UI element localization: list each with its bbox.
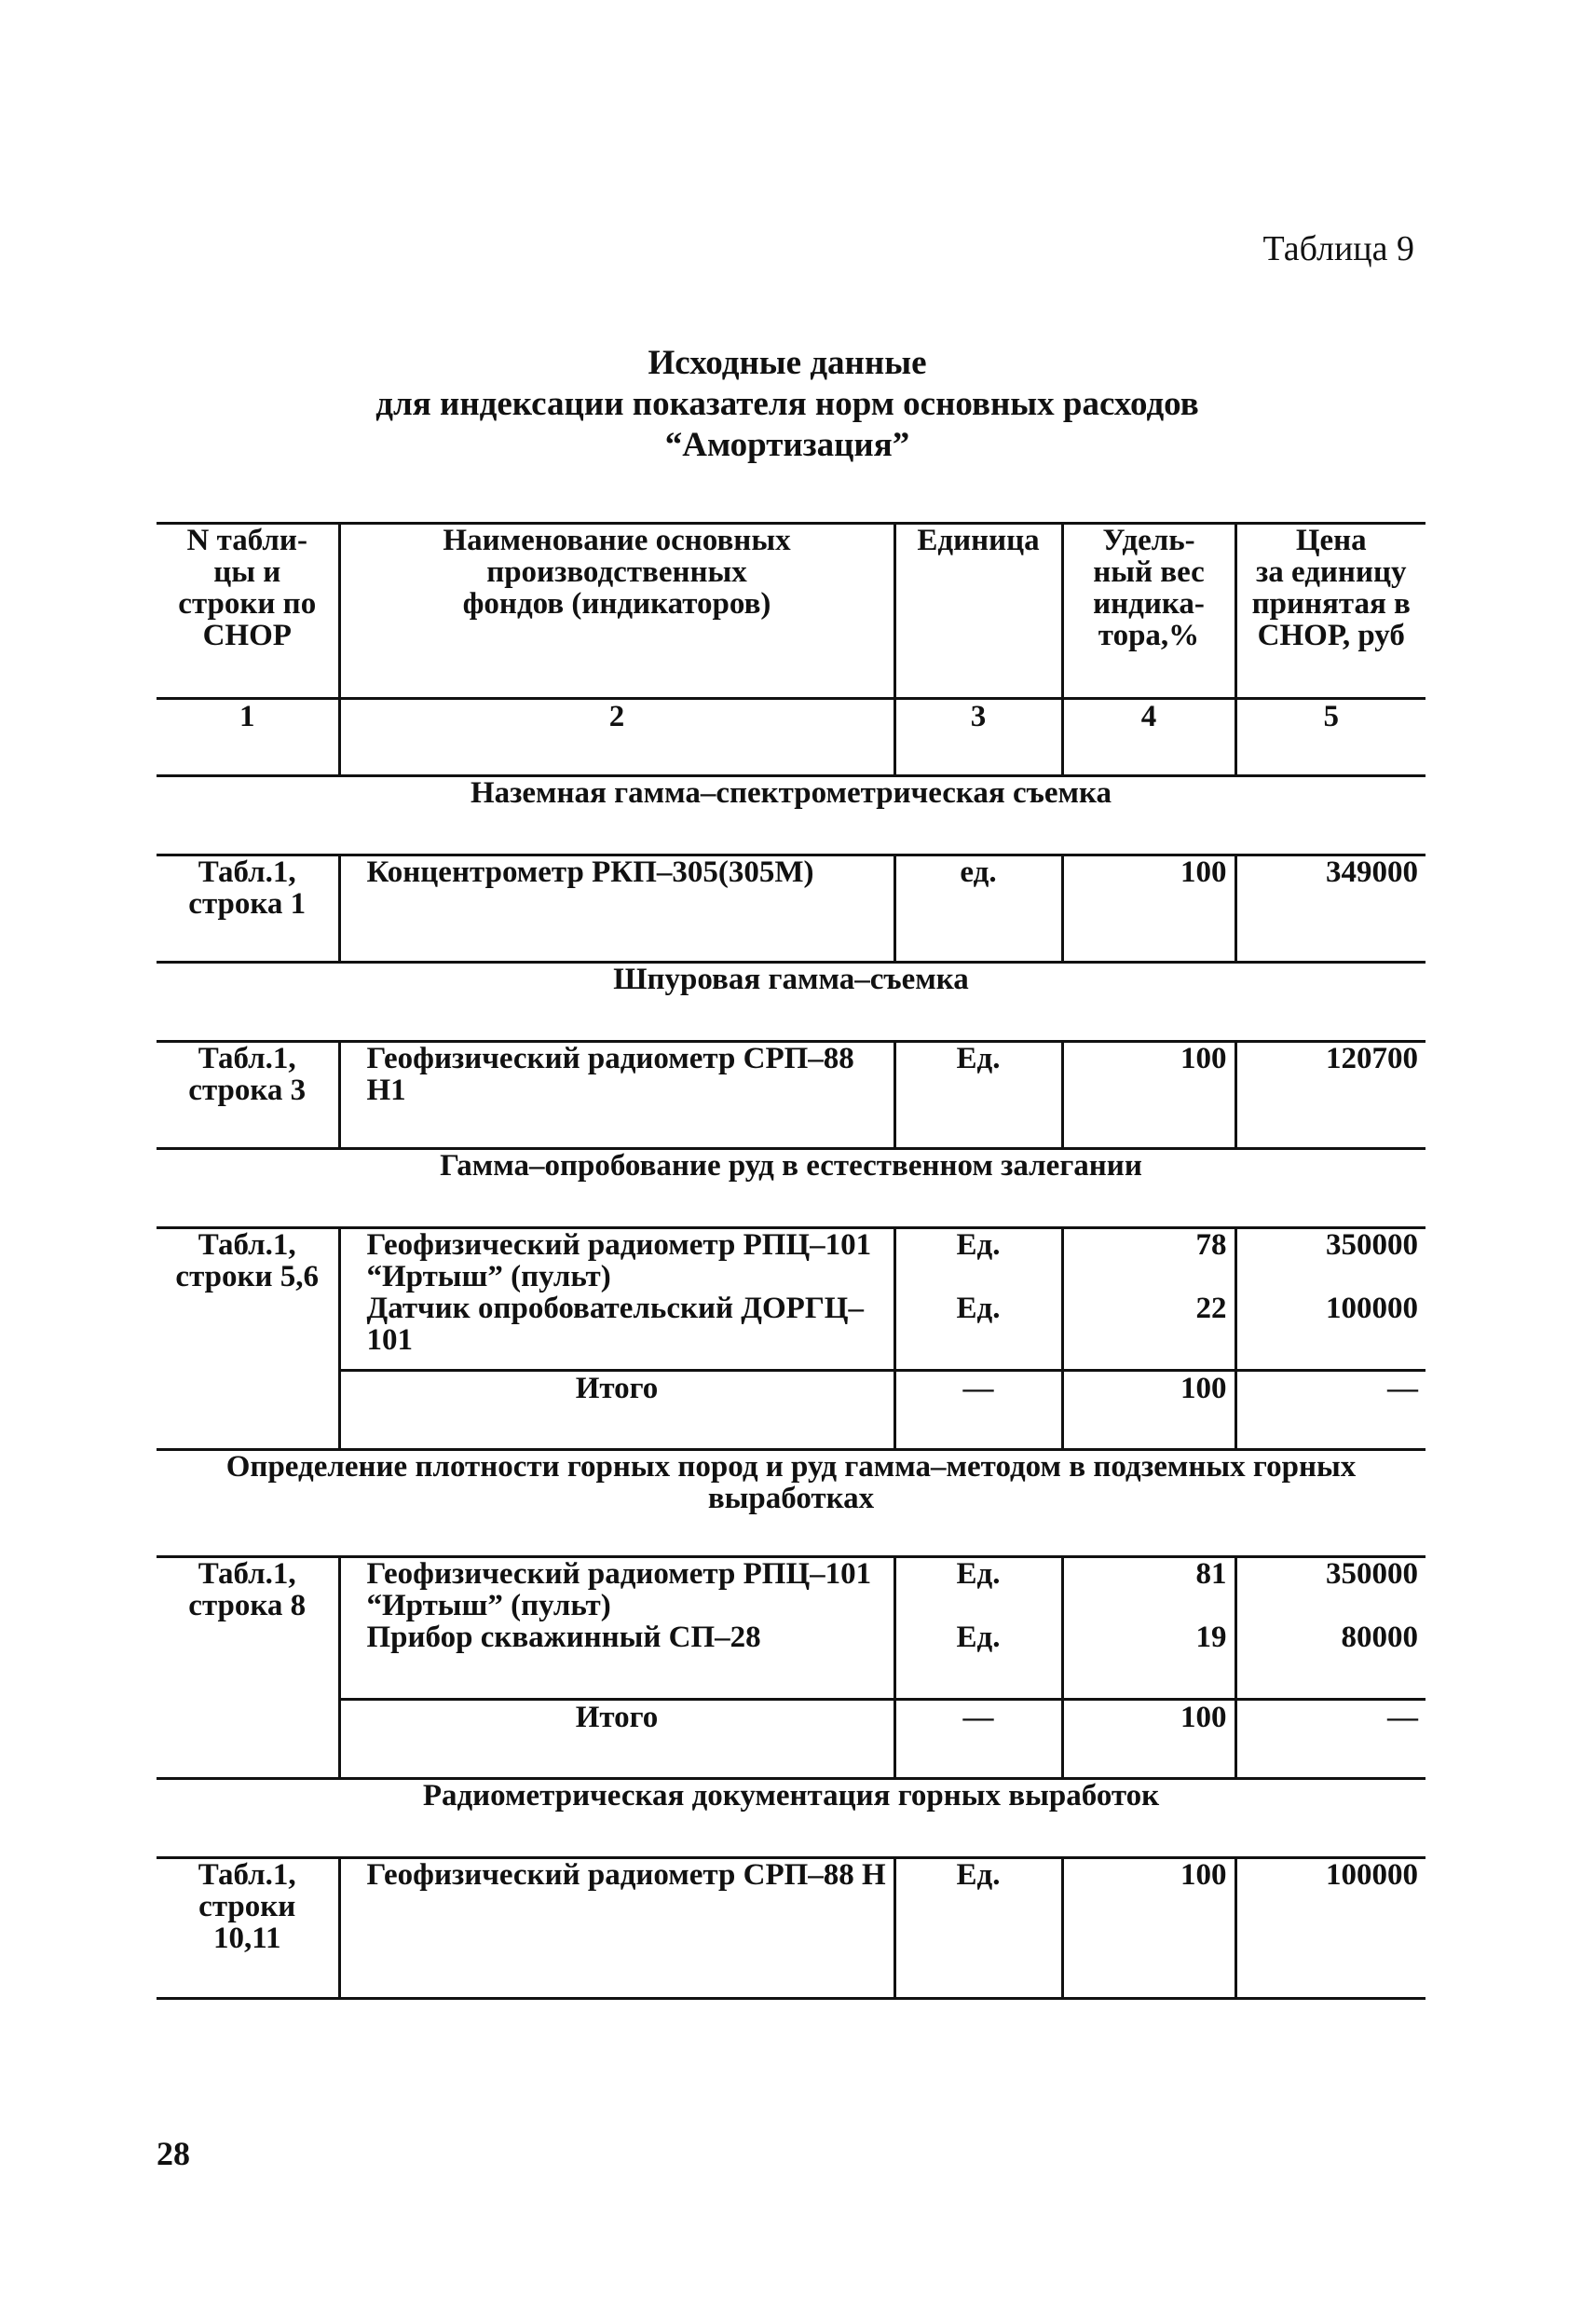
row-reference: Табл.1, строки 10,11 <box>157 1858 339 1999</box>
row-reference: Табл.1, строка 1 <box>157 855 339 963</box>
row-reference: Табл.1, строки 5,6 <box>175 1228 320 1293</box>
table-row <box>157 1557 1425 1700</box>
row-reference: Табл.1, строка 3 <box>157 1042 339 1149</box>
total-unit: — <box>894 1700 1062 1779</box>
total-label: Итого <box>339 1700 894 1779</box>
indicator-name: Геофизический радиометр РПЦ–101 “Иртыш” (пульт) Датчик опробовательский ДОРГЦ–101 <box>339 1228 894 1371</box>
total-price: — <box>1235 1371 1425 1450</box>
column-number-row <box>157 699 1425 776</box>
price-cell: 100000 <box>1235 1858 1425 1999</box>
column-number: 5 <box>1235 699 1425 776</box>
indicator-name: Геофизический радиометр СРП–88 Н <box>339 1858 894 1999</box>
weight-cell: 100 <box>1062 1042 1235 1149</box>
page-number: 28 <box>157 2135 190 2172</box>
table-title <box>280 343 1295 466</box>
price-cell: 120700 <box>1235 1042 1425 1149</box>
weight-cell: 100 <box>1062 855 1235 963</box>
section-title: Наземная гамма–спектрометрическая съемка <box>157 776 1425 855</box>
header-name: Наименование основных производственных фондов (индикаторов) <box>339 524 894 699</box>
section-title-row <box>157 1450 1425 1557</box>
unit-cell: Ед. <box>894 1858 1062 1999</box>
column-number: 2 <box>339 699 894 776</box>
table-row <box>157 855 1425 963</box>
section-title: Шпуровая гамма–съемка <box>157 963 1425 1042</box>
price-cell: 349000 <box>1235 855 1425 963</box>
section-title-row <box>157 776 1425 855</box>
title-line-3: “Амортизация” <box>664 426 910 464</box>
total-row <box>157 1371 1425 1450</box>
unit-cell: Ед. Ед. <box>894 1228 1062 1371</box>
column-number: 4 <box>1062 699 1235 776</box>
table-row <box>157 1858 1425 1999</box>
price-cell: 350000 80000 <box>1235 1557 1425 1700</box>
indicator-name: Геофизический радиометр СРП–88 Н1 <box>339 1042 894 1149</box>
section-title-row <box>157 1149 1425 1228</box>
section-title-row <box>157 963 1425 1042</box>
table-label: Таблица 9 <box>1262 229 1414 268</box>
weight-cell: 81 19 <box>1062 1557 1235 1700</box>
header-weight: Удель- ный вес индика- тора,% <box>1062 524 1235 699</box>
section-title-row <box>157 1779 1425 1858</box>
total-unit: — <box>894 1371 1062 1450</box>
section-title: Радиометрическая документация горных выработок <box>157 1779 1425 1858</box>
header-row <box>157 524 1425 699</box>
total-price: — <box>1235 1700 1425 1779</box>
section-title: Гамма–опробование руд в естественном залегании <box>157 1149 1425 1228</box>
price-cell: 350000 100000 <box>1235 1228 1425 1371</box>
title-line-2: для индексации показателя норм основных расходов <box>375 385 1199 423</box>
table-row <box>157 1228 1425 1371</box>
title-line-1: Исходные данные <box>648 344 927 382</box>
unit-cell: ед. <box>894 855 1062 963</box>
header-price: Цена за единицу принятая в СНОР, руб <box>1235 524 1425 699</box>
row-reference: Табл.1, строка 8 <box>188 1557 307 1622</box>
total-weight: 100 <box>1062 1371 1235 1450</box>
table-row <box>157 1042 1425 1149</box>
depreciation-table <box>157 522 1425 2000</box>
section-title: Определение плотности горных пород и руд гамма–методом в подземных горных выработках <box>157 1450 1425 1557</box>
unit-cell: Ед. <box>894 1042 1062 1149</box>
indicator-name: Концентрометр РКП–305(305М) <box>339 855 894 963</box>
weight-cell: 78 22 <box>1062 1228 1235 1371</box>
column-number: 3 <box>894 699 1062 776</box>
header-ref: N табли- цы и строки по СНОР <box>157 524 339 699</box>
unit-cell: Ед. Ед. <box>894 1557 1062 1700</box>
total-label: Итого <box>339 1371 894 1450</box>
total-row <box>157 1700 1425 1779</box>
column-number: 1 <box>157 699 339 776</box>
total-weight: 100 <box>1062 1700 1235 1779</box>
header-unit: Единица <box>894 524 1062 699</box>
indicator-name: Геофизический радиометр РПЦ–101 “Иртыш” (пульт) Прибор скважинный СП–28 <box>339 1557 894 1700</box>
weight-cell: 100 <box>1062 1858 1235 1999</box>
